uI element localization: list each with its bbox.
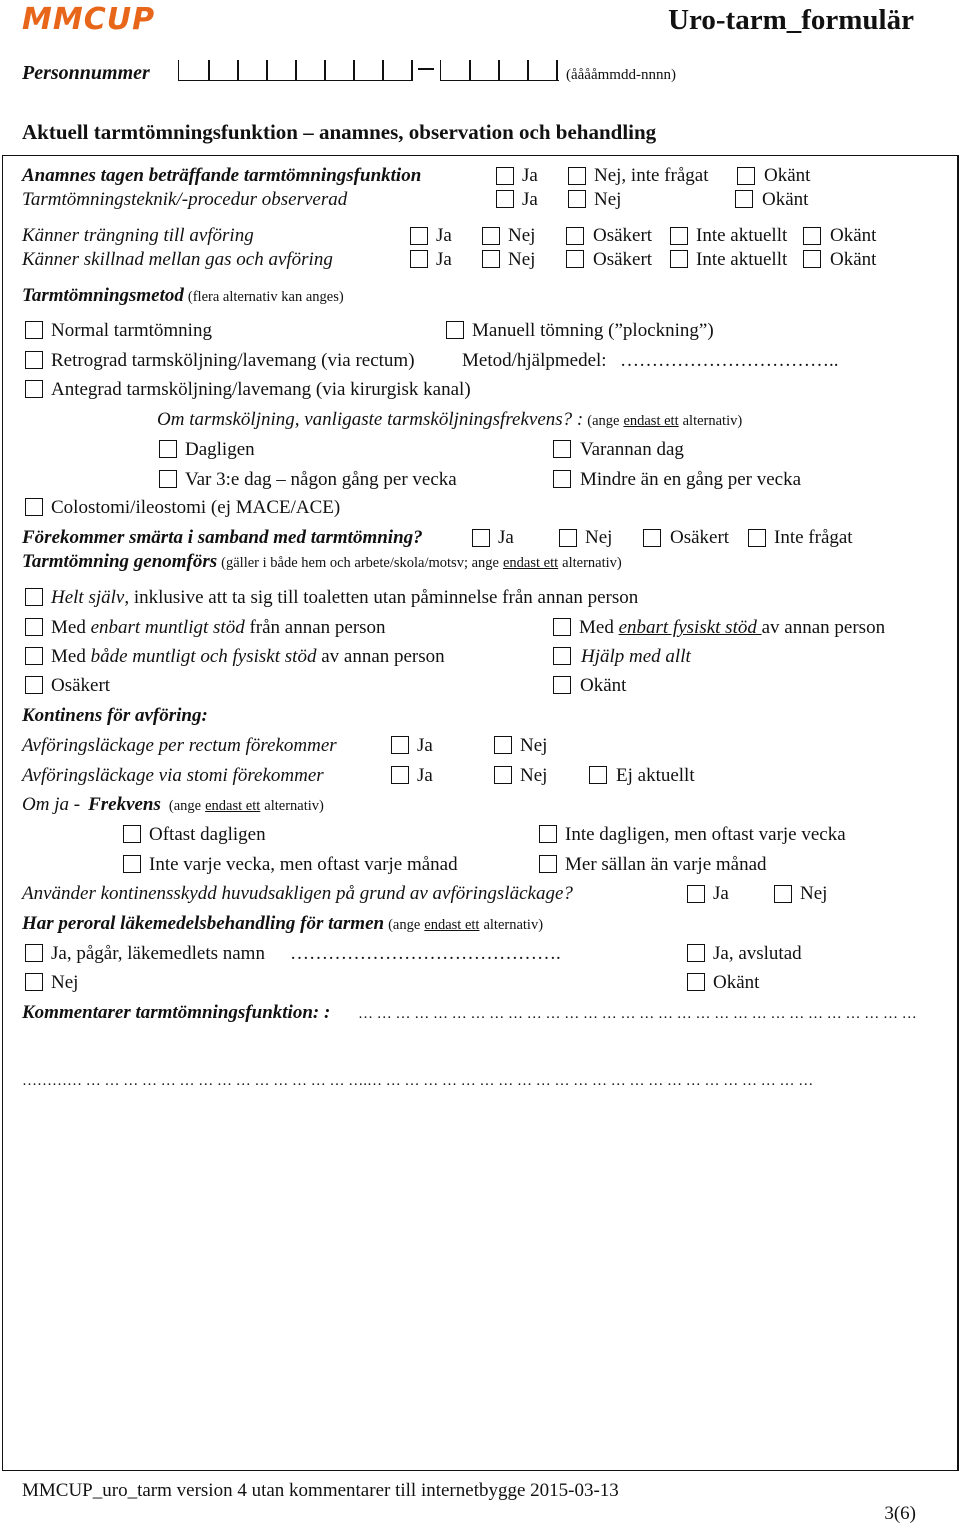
help-all-checkbox[interactable]	[553, 647, 571, 665]
mindre-an-en-gang-checkbox[interactable]	[553, 470, 571, 488]
observed-okant-checkbox[interactable]	[735, 190, 753, 208]
var-3e-dag-checkbox[interactable]	[159, 470, 177, 488]
option-label: Ja	[498, 527, 514, 548]
option-label: Nej	[585, 527, 613, 548]
pain-osakert-checkbox[interactable]	[643, 529, 661, 547]
form-title: Uro-tarm_formulär	[668, 4, 914, 36]
option-label: Osäkert	[670, 527, 730, 548]
leak-daily-checkbox[interactable]	[123, 825, 141, 843]
medication-ended-checkbox[interactable]	[687, 944, 705, 962]
option-label: Nej	[508, 249, 536, 270]
mmcup-logo: MMCUP	[22, 2, 156, 37]
rinse-frequency-question: Om tarmsköljning, vanligaste tarmsköljningsfrekvens? : (ange endast ett alternativ)	[157, 409, 743, 430]
stoma-leak-question: Avföringsläckage via stomi förekommer	[22, 765, 324, 786]
option-label: Ja	[522, 189, 538, 210]
urgency-okant-checkbox[interactable]	[803, 227, 821, 245]
protection-nej-checkbox[interactable]	[774, 885, 792, 903]
rectum-ja-checkbox[interactable]	[391, 736, 409, 754]
continence-heading: Kontinens för avföring:	[22, 705, 208, 726]
option-label: Inte aktuellt	[696, 249, 788, 270]
both-support-checkbox[interactable]	[25, 647, 43, 665]
stoma-ja-checkbox[interactable]	[391, 766, 409, 784]
antegrad-label: Antegrad tarmsköljning/lavemang (via kirurgisk kanal)	[51, 379, 471, 400]
medication-okant-checkbox[interactable]	[687, 973, 705, 991]
anamnes-okant-checkbox[interactable]	[737, 167, 755, 185]
option-label: Osäkert	[593, 249, 653, 270]
comments-field-line2[interactable]: ………… … … … … … … … … … … … … … … ….… … … … … … … … … … … … … … … … … … … … … … … …	[22, 1073, 814, 1089]
stoma-nej-checkbox[interactable]	[494, 766, 512, 784]
option-label: Ej aktuellt	[616, 765, 695, 786]
gas-nej-checkbox[interactable]	[482, 250, 500, 268]
method-heading: Tarmtömningsmetod (flera alternativ kan anges)	[22, 285, 344, 306]
performed-okant-checkbox[interactable]	[553, 676, 571, 694]
medication-nej-checkbox[interactable]	[25, 973, 43, 991]
pain-nej-checkbox[interactable]	[559, 529, 577, 547]
observed-nej-checkbox[interactable]	[568, 190, 586, 208]
urgency-osakert-checkbox[interactable]	[566, 227, 584, 245]
normal-checkbox[interactable]	[25, 321, 43, 339]
retrograd-checkbox[interactable]	[25, 351, 43, 369]
option-label: Mindre än en gång per vecka	[580, 469, 802, 490]
footer-version: MMCUP_uro_tarm version 4 utan kommentarer till internetbygge 2015-03-13	[22, 1480, 619, 1501]
option-label: Osäkert	[51, 675, 111, 696]
option-label: Okänt	[764, 165, 811, 186]
option-label: Nej	[520, 735, 548, 756]
option-label: Ja	[713, 883, 729, 904]
dagligen-checkbox[interactable]	[159, 440, 177, 458]
gas-osakert-checkbox[interactable]	[566, 250, 584, 268]
urgency-nej-checkbox[interactable]	[482, 227, 500, 245]
observed-ja-checkbox[interactable]	[496, 190, 514, 208]
protection-question: Använder kontinensskydd huvudsakligen på grund av avföringsläckage?	[22, 883, 573, 904]
option-label: Okänt	[830, 225, 877, 246]
anamnes-ja-checkbox[interactable]	[496, 167, 514, 185]
self-label: Helt själv, inklusive att ta sig till toaletten utan påminnelse från annan person	[51, 587, 639, 608]
option-label: Nej	[520, 765, 548, 786]
option-label: Dagligen	[185, 439, 255, 460]
gas-question: Känner skillnad mellan gas och avföring	[22, 249, 333, 270]
anamnes-question: Anamnes tagen beträffande tarmtömningsfunktion	[22, 165, 422, 186]
urgency-ja-checkbox[interactable]	[410, 227, 428, 245]
medication-heading: Har peroral läkemedelsbehandling för tarmen (ange endast ett alternativ)	[22, 913, 544, 934]
leak-rarely-checkbox[interactable]	[539, 855, 557, 873]
rectum-nej-checkbox[interactable]	[494, 736, 512, 754]
comments-field-line1[interactable]: … … … … … … … … … … … … … … … … … … … … … … … … … … … … … …	[358, 1006, 917, 1022]
option-label: Ja	[417, 735, 433, 756]
option-label: Varannan dag	[580, 439, 684, 460]
retrograd-label: Retrograd tarmsköljning/lavemang (via rectum)	[51, 350, 415, 371]
option-label: Okänt	[830, 249, 877, 270]
self-checkbox[interactable]	[25, 588, 43, 606]
option-label: Inte frågat	[774, 527, 853, 548]
observed-question: Tarmtömningsteknik/-procedur observerad	[22, 189, 348, 210]
rectum-leak-question: Avföringsläckage per rectum förekommer	[22, 735, 337, 756]
manual-checkbox[interactable]	[446, 321, 464, 339]
pain-ja-checkbox[interactable]	[472, 529, 490, 547]
option-label: Ja	[436, 225, 452, 246]
metod-field[interactable]: ……………………………..	[620, 350, 839, 371]
pain-inte-fragat-checkbox[interactable]	[748, 529, 766, 547]
metod-label: Metod/hjälpmedel:	[462, 350, 607, 371]
manual-label: Manuell tömning (”plockning”)	[472, 320, 714, 341]
help-all-label: Hjälp med allt	[581, 646, 691, 667]
medication-ongoing-checkbox[interactable]	[25, 944, 43, 962]
option-label: Mer sällan än varje månad	[565, 854, 767, 875]
medication-name-field[interactable]: …………………………………….	[290, 943, 561, 964]
page-number: 3(6)	[884, 1503, 916, 1524]
varannan-dag-checkbox[interactable]	[553, 440, 571, 458]
normal-label: Normal tarmtömning	[51, 320, 212, 341]
option-label: Okänt	[762, 189, 809, 210]
personnummer-dash	[418, 68, 434, 70]
option-label: Inte dagligen, men oftast varje vecka	[565, 824, 846, 845]
option-label: Nej	[51, 972, 79, 993]
option-label: Osäkert	[593, 225, 653, 246]
option-label: Oftast dagligen	[149, 824, 266, 845]
leak-monthly-checkbox[interactable]	[123, 855, 141, 873]
option-label: Ja	[417, 765, 433, 786]
option-label: Var 3:e dag – någon gång per vecka	[185, 469, 457, 490]
urgency-inte-aktuellt-checkbox[interactable]	[670, 227, 688, 245]
performed-osakert-checkbox[interactable]	[25, 676, 43, 694]
section-title: Aktuell tarmtömningsfunktion – anamnes, observation och behandling	[22, 120, 657, 144]
stoma-ej-aktuellt-checkbox[interactable]	[589, 766, 607, 784]
physical-support-label: Med enbart fysiskt stöd av annan person	[579, 617, 886, 638]
comments-label: Kommentarer tarmtömningsfunktion: :	[22, 1002, 331, 1023]
pain-question: Förekommer smärta i samband med tarmtömning?	[22, 527, 423, 548]
protection-ja-checkbox[interactable]	[687, 885, 705, 903]
physical-support-checkbox[interactable]	[553, 618, 571, 636]
medication-ongoing-label: Ja, pågår, läkemedlets namn	[51, 943, 265, 964]
both-support-label: Med både muntligt och fysiskt stöd av annan person	[51, 646, 445, 667]
option-label: Ja	[436, 249, 452, 270]
personnummer-label: Personnummer	[22, 62, 150, 84]
gas-inte-aktuellt-checkbox[interactable]	[670, 250, 688, 268]
personnummer-hint: (ååååmmdd-nnnn)	[566, 67, 676, 83]
option-label: Okänt	[713, 972, 760, 993]
gas-okant-checkbox[interactable]	[803, 250, 821, 268]
option-label: Ja, avslutad	[713, 943, 802, 964]
option-label: Okänt	[580, 675, 627, 696]
verbal-support-label: Med enbart muntligt stöd från annan person	[51, 617, 386, 638]
option-label: Ja	[522, 165, 538, 186]
colostomi-label: Colostomi/ileostomi (ej MACE/ACE)	[51, 497, 341, 518]
leak-weekly-checkbox[interactable]	[539, 825, 557, 843]
option-label: Nej	[594, 189, 622, 210]
leak-frequency-heading: Om ja - Frekvens (ange endast ett alternativ)	[22, 794, 324, 815]
anamnes-nej-checkbox[interactable]	[568, 167, 586, 185]
colostomi-checkbox[interactable]	[25, 498, 43, 516]
option-label: Nej	[800, 883, 828, 904]
urgency-question: Känner trängning till avföring	[22, 225, 254, 246]
gas-ja-checkbox[interactable]	[410, 250, 428, 268]
option-label: Inte aktuellt	[696, 225, 788, 246]
performed-heading: Tarmtömning genomförs (gäller i både hem och arbete/skola/motsv; ange endast ett alternativ)	[22, 551, 622, 572]
option-label: Nej, inte frågat	[594, 165, 709, 186]
option-label: Inte varje vecka, men oftast varje månad	[149, 854, 458, 875]
verbal-support-checkbox[interactable]	[25, 618, 43, 636]
option-label: Nej	[508, 225, 536, 246]
antegrad-checkbox[interactable]	[25, 380, 43, 398]
